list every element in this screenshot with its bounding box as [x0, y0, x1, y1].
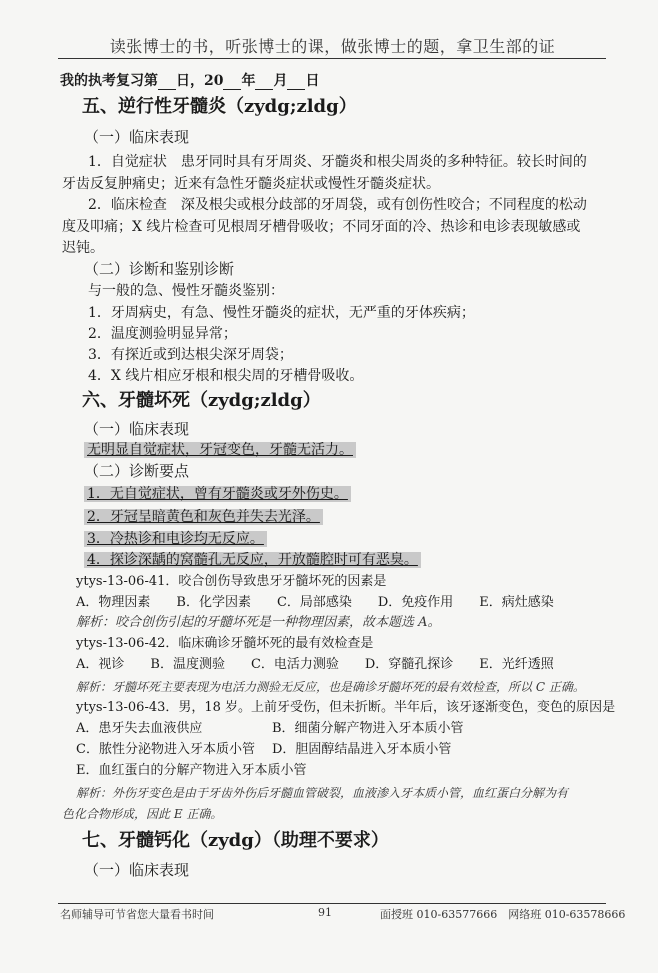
- q43-stem: ytys-13-06-43．男，18 岁。上前牙受伤，但未折断。半年后，该牙逐渐变色，变色的原因是: [76, 700, 616, 715]
- s6-a1-highlight: 无明显自觉症状，牙冠变色，牙髓无活力。: [84, 442, 356, 458]
- s5-a2c: 迟钝。: [62, 240, 104, 256]
- s6-b4-highlight: 4．探诊深龋的窝髓孔无反应，开放髓腔时可有恶臭。: [84, 552, 421, 568]
- review-day: 日，20: [176, 73, 224, 89]
- s6-subtitle-a: （一）临床表现: [84, 420, 190, 438]
- s5-a1b: 牙齿反复肿痛史；近来有急性牙髓炎症状或慢性牙髓炎症状。: [62, 176, 440, 192]
- s5-subtitle-b: （二）诊断和鉴别诊断: [84, 260, 235, 278]
- page-header: 读张博士的书，听张博士的课，做张博士的题，拿卫生部的证: [109, 37, 556, 56]
- blank-date: [287, 75, 305, 90]
- blank-year: [223, 75, 241, 90]
- review-line: [60, 72, 319, 90]
- q41-stem: ytys-13-06-41．咬合创伤导致患牙牙髓坏死的因素是: [76, 574, 387, 589]
- s5-subtitle-a: （一）临床表现: [84, 128, 190, 146]
- q43-option-a: A．患牙失去血液供应: [76, 721, 203, 736]
- q43-option-d: D．胆固醇结晶进入牙本质小管: [272, 742, 452, 757]
- section-5-title: 五、逆行性牙髓炎（zydg;zldg）: [82, 96, 357, 117]
- q43-explanation-2: 色化合物形成，因此 E 正确。: [62, 807, 223, 821]
- s5-b0: 与一般的急、慢性牙髓炎鉴别：: [88, 283, 284, 299]
- s5-b1: 1．牙周病史，有急、慢性牙髓炎的症状，无严重的牙体疾病；: [88, 305, 475, 321]
- footer-left: 名师辅导可节省您大量看书时间: [60, 908, 214, 921]
- section-7-title: 七、牙髓钙化（zydg）（助理不要求）: [82, 830, 389, 851]
- blank-month: [255, 75, 273, 90]
- q42-explanation: 解析：牙髓坏死主要表现为电活力测验无反应，也是确诊牙髓坏死的最有效检查，所以 C 正确。: [76, 680, 585, 694]
- q41-explanation: 解析：咬合创伤引起的牙髓坏死是一种物理因素，故本题选 A。: [76, 615, 441, 630]
- s5-a2b: 度及叩痛；X 线片检查可见根周牙槽骨吸收；不同牙面的冷、热诊和电诊表现敏感或: [62, 219, 581, 235]
- q41-options: A．物理因素 B．化学因素 C．局部感染 D．免疫作用 E．病灶感染: [76, 595, 554, 610]
- q43-option-c: C．脓性分泌物进入牙本质小管: [76, 742, 255, 757]
- review-end: 日: [305, 73, 320, 89]
- q43-option-e: E．血红蛋白的分解产物进入牙本质小管: [76, 763, 307, 778]
- header-rule: [58, 58, 606, 59]
- review-label: 我的执考复习第: [60, 73, 158, 89]
- footer-right: 面授班 010-63577666 网络班 010-63578666: [380, 908, 626, 921]
- footer-rule: [58, 903, 606, 904]
- s6-b2-highlight: 2．牙冠呈暗黄色和灰色并失去光泽。: [84, 509, 323, 525]
- q43-explanation-1: 解析：外伤牙变色是由于牙齿外伤后牙髓血管破裂，血液渗入牙本质小管，血红蛋白分解为有: [76, 786, 569, 800]
- s7-subtitle-a: （一）临床表现: [84, 861, 190, 879]
- blank-day: [158, 75, 176, 90]
- s5-b2: 2．温度测验明显异常；: [88, 326, 237, 342]
- s6-b3-highlight: 3．冷热诊和电诊均无反应。: [84, 531, 267, 547]
- q42-stem: ytys-13-06-42．临床确诊牙髓坏死的最有效检查是: [76, 636, 374, 651]
- s5-a2: 2．临床检查 深及根尖或根分歧部的牙周袋，或有创伤性咬合；不同程度的松动: [88, 197, 587, 213]
- q42-options: A．视诊 B．温度测验 C．电活力测验 D．穿髓孔探诊 E．光纤透照: [76, 657, 554, 672]
- review-month: 月: [273, 73, 288, 89]
- s5-b3: 3．有探近或到达根尖深牙周袋；: [88, 347, 293, 363]
- section-6-title: 六、牙髓坏死（zydg;zldg）: [82, 390, 321, 411]
- s6-b1-highlight: 1．无自觉症状，曾有牙髓炎或牙外伤史。: [84, 486, 351, 502]
- s5-b4: 4．X 线片相应牙根和根尖周的牙槽骨吸收。: [88, 368, 364, 384]
- page-number: 91: [318, 906, 332, 919]
- s5-a1: 1．自觉症状 患牙同时具有牙周炎、牙髓炎和根尖周炎的多种特征。较长时间的: [88, 154, 587, 170]
- s6-subtitle-b: （二）诊断要点: [84, 462, 190, 480]
- q43-option-b: B．细菌分解产物进入牙本质小管: [272, 721, 464, 736]
- review-year: 年: [241, 73, 256, 89]
